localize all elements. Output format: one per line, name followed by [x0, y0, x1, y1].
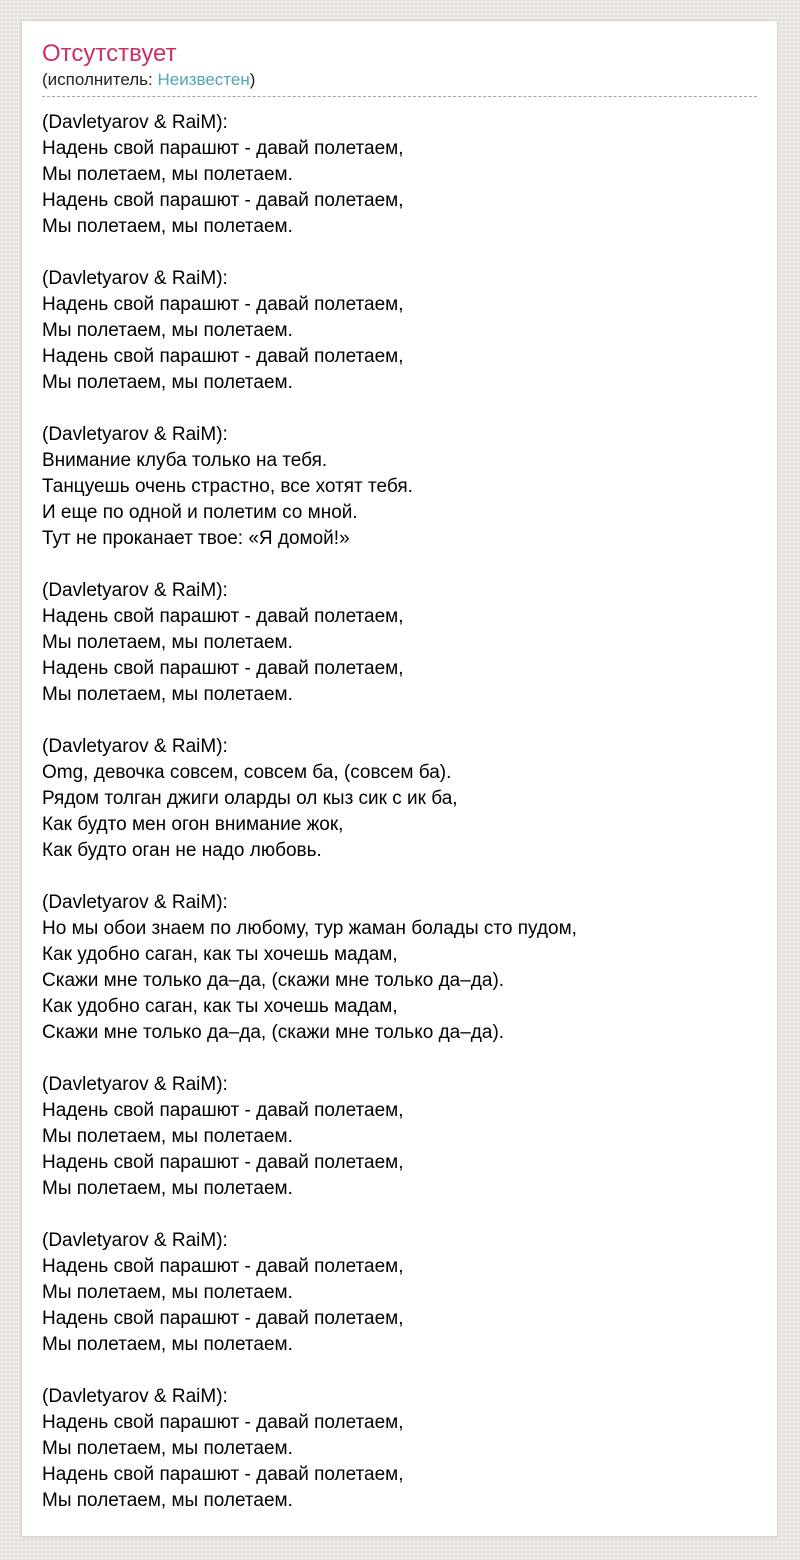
- lyric-line: Скажи мне только да–да, (скажи мне только да–да).: [42, 970, 505, 991]
- lyric-line: (Davletyarov & RaiM):: [42, 580, 228, 601]
- lyric-line: Как будто оган не надо любовь.: [42, 840, 322, 861]
- lyric-line: Мы полетаем, мы полетаем.: [42, 1438, 293, 1459]
- lyric-line: Надень свой парашют - давай полетаем,: [42, 190, 404, 211]
- lyric-line: Но мы обои знаем по любому, тур жаман болады сто пудом,: [42, 918, 577, 939]
- lyrics-stanza: [42, 266, 757, 396]
- lyrics-stanza: [42, 1384, 757, 1514]
- lyric-line: Надень свой парашют - давай полетаем,: [42, 1152, 404, 1173]
- artist-label-prefix: (исполнитель:: [42, 70, 158, 89]
- lyric-line: Мы полетаем, мы полетаем.: [42, 1282, 293, 1303]
- lyric-line: (Davletyarov & RaiM):: [42, 268, 228, 289]
- lyric-line: Мы полетаем, мы полетаем.: [42, 372, 293, 393]
- song-title: Отсутствует: [42, 40, 177, 67]
- lyric-line: Надень свой парашют - давай полетаем,: [42, 1100, 404, 1121]
- lyrics-stanza: [42, 1228, 757, 1358]
- lyric-line: (Davletyarov & RaiM):: [42, 1074, 228, 1095]
- lyric-line: Omg, девочка совсем, совсем ба, (совсем ба).: [42, 762, 452, 783]
- lyric-line: Мы полетаем, мы полетаем.: [42, 632, 293, 653]
- lyric-line: Надень свой парашют - давай полетаем,: [42, 1256, 404, 1277]
- lyrics: [42, 110, 757, 1514]
- lyric-line: (Davletyarov & RaiM):: [42, 736, 228, 757]
- lyrics-stanza: [42, 578, 757, 708]
- lyric-line: Мы полетаем, мы полетаем.: [42, 1126, 293, 1147]
- lyrics-stanza: [42, 890, 757, 1046]
- lyric-line: Надень свой парашют - давай полетаем,: [42, 1412, 404, 1433]
- lyric-line: Рядом толган джиги оларды ол кыз сик с ик ба,: [42, 788, 458, 809]
- lyric-line: Танцуешь очень страстно, все хотят тебя.: [42, 476, 413, 497]
- lyrics-stanza: [42, 422, 757, 552]
- lyric-line: (Davletyarov & RaiM):: [42, 1386, 228, 1407]
- lyric-line: (Davletyarov & RaiM):: [42, 112, 228, 133]
- lyric-line: Надень свой парашют - давай полетаем,: [42, 658, 404, 679]
- lyric-line: Как удобно саган, как ты хочешь мадам,: [42, 944, 398, 965]
- lyric-line: (Davletyarov & RaiM):: [42, 1230, 228, 1251]
- lyric-line: Мы полетаем, мы полетаем.: [42, 684, 293, 705]
- artist-row: [42, 69, 757, 97]
- lyric-line: Как будто мен огон внимание жок,: [42, 814, 344, 835]
- lyric-line: Тут не проканает твое: «Я домой!»: [42, 528, 350, 549]
- lyric-line: Внимание клуба только на тебя.: [42, 450, 328, 471]
- lyric-line: Надень свой парашют - давай полетаем,: [42, 1464, 404, 1485]
- lyric-line: Скажи мне только да–да, (скажи мне только да–да).: [42, 1022, 505, 1043]
- lyric-line: (Davletyarov & RaiM):: [42, 424, 228, 445]
- lyric-line: Надень свой парашют - давай полетаем,: [42, 1308, 404, 1329]
- lyric-line: Мы полетаем, мы полетаем.: [42, 164, 293, 185]
- lyrics-stanza: [42, 1072, 757, 1202]
- lyric-line: Мы полетаем, мы полетаем.: [42, 320, 293, 341]
- artist-label-suffix: ): [249, 70, 256, 89]
- lyric-line: И еще по одной и полетим со мной.: [42, 502, 358, 523]
- lyric-line: Как удобно саган, как ты хочешь мадам,: [42, 996, 398, 1017]
- artist-link[interactable]: Неизвестен: [157, 70, 250, 89]
- lyrics-stanza: [42, 734, 757, 864]
- lyric-line: Мы полетаем, мы полетаем.: [42, 1334, 293, 1355]
- lyrics-card: [21, 20, 778, 1537]
- lyrics-stanza: [42, 110, 757, 240]
- lyric-line: Надень свой парашют - давай полетаем,: [42, 294, 404, 315]
- lyric-line: Надень свой парашют - давай полетаем,: [42, 606, 404, 627]
- lyric-line: (Davletyarov & RaiM):: [42, 892, 228, 913]
- lyric-line: Мы полетаем, мы полетаем.: [42, 1178, 293, 1199]
- lyric-line: Надень свой парашют - давай полетаем,: [42, 346, 404, 367]
- lyric-line: Надень свой парашют - давай полетаем,: [42, 138, 404, 159]
- lyric-line: Мы полетаем, мы полетаем.: [42, 1490, 293, 1511]
- lyric-line: Мы полетаем, мы полетаем.: [42, 216, 293, 237]
